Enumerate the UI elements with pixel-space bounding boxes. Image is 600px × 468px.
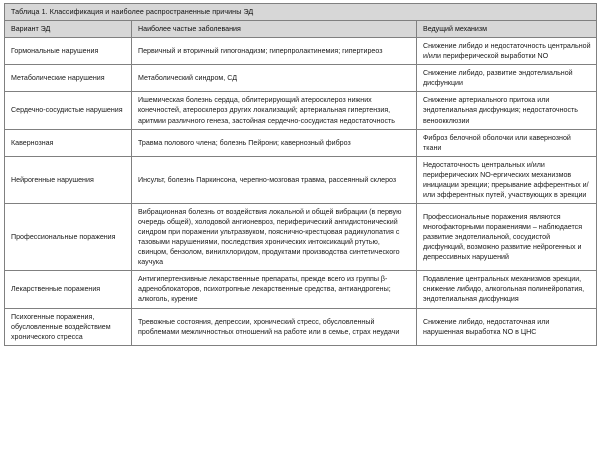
table-title: Таблица 1. Классификация и наиболее распространенные причины ЭД — [5, 4, 597, 21]
cell-variant: Нейрогенные нарушения — [5, 156, 132, 203]
cell-mechanism: Снижение артериального притока или эндотелиальная дисфункция; недостаточность веноокклюзии — [417, 92, 597, 129]
cell-mechanism: Снижение либидо, недостаточная или нарушенная выработка NO в ЦНС — [417, 308, 597, 345]
table-title-row — [5, 4, 597, 21]
table-row — [5, 156, 597, 203]
cell-diseases: Первичный и вторичный гипогонадизм; гиперпролактинемия; гипертиреоз — [132, 38, 417, 65]
cell-mechanism: Снижение либидо и недостаточность центральной и/или периферической выработки NO — [417, 38, 597, 65]
cell-mechanism: Подавление центральных механизмов эрекции, снижение либидо, алкогольная полинейропатия, эндотелиальная дисфункция — [417, 271, 597, 308]
cell-diseases: Травма полового члена; болезнь Пейрони; кавернозный фиброз — [132, 129, 417, 156]
cell-variant: Лекарственные поражения — [5, 271, 132, 308]
cell-diseases: Ишемическая болезнь сердца, облитерирующий атеросклероз нижних конечностей, атеросклероз других локализаций; артериальная гипертензия, аритмии различного генеза, застойная сердечно-сосудистая недостаточность — [132, 92, 417, 129]
cell-variant: Профессиональные поражения — [5, 203, 132, 270]
cell-variant: Гормональные нарушения — [5, 38, 132, 65]
table-row — [5, 65, 597, 92]
table-row — [5, 203, 597, 270]
table-row — [5, 92, 597, 129]
cell-mechanism: Снижение либидо, развитие эндотелиальной дисфункции — [417, 65, 597, 92]
table-body — [5, 38, 597, 346]
cell-variant: Психогенные поражения, обусловленные воздействием хронического стресса — [5, 308, 132, 345]
cell-diseases: Метаболический синдром, СД — [132, 65, 417, 92]
cell-variant: Метаболические нарушения — [5, 65, 132, 92]
table-column-header-row — [5, 21, 597, 38]
table-row — [5, 38, 597, 65]
table-row — [5, 271, 597, 308]
cell-variant: Сердечно-сосудистые нарушения — [5, 92, 132, 129]
table-row — [5, 308, 597, 345]
cell-diseases: Вибрационная болезнь от воздействия локальной и общей вибрации (в первую очередь общей), холодовой ангионевроз, периферический ангидистонический синдром при поражении ультразвуком, пояснично-крестцовая радикулопатия с тазовыми нарушениями, последствия хронических интоксикаций ртутью, свинцом, бензолом, винилхлоридом, продуктами производства синтетического каучука — [132, 203, 417, 270]
column-header-mechanism: Ведущий механизм — [417, 21, 597, 38]
cell-mechanism: Фиброз белочной оболочки или кавернозной ткани — [417, 129, 597, 156]
column-header-variant: Вариант ЭД — [5, 21, 132, 38]
cell-mechanism: Профессиональные поражения являются многофакторными поражениями – наблюдается развитие эндотелиальной, сосудистой дисфункций, возможно развитие нейрогенных и депрессивных нарушений — [417, 203, 597, 270]
column-header-diseases: Наиболее частые заболевания — [132, 21, 417, 38]
table-row — [5, 129, 597, 156]
cell-diseases: Антигипертензивные лекарственные препараты, прежде всего из группы β-адреноблокаторов, психотропные лекарственные средства, антиандрогены; алкоголь, курение — [132, 271, 417, 308]
cell-mechanism: Недостаточность центральных и/или периферических NO-ергических механизмов инициации эрекции; прерывание афферентных и/или эфферентных путей, участвующих в эрекции — [417, 156, 597, 203]
cell-diseases: Тревожные состояния, депрессии, хронический стресс, обусловленный проблемами межличностных отношений на работе или в семье, страх неудачи — [132, 308, 417, 345]
table-header — [5, 4, 597, 38]
cell-diseases: Инсульт, болезнь Паркинсона, черепно-мозговая травма, рассеянный склероз — [132, 156, 417, 203]
cell-variant: Кавернозная — [5, 129, 132, 156]
classification-table — [4, 3, 597, 346]
